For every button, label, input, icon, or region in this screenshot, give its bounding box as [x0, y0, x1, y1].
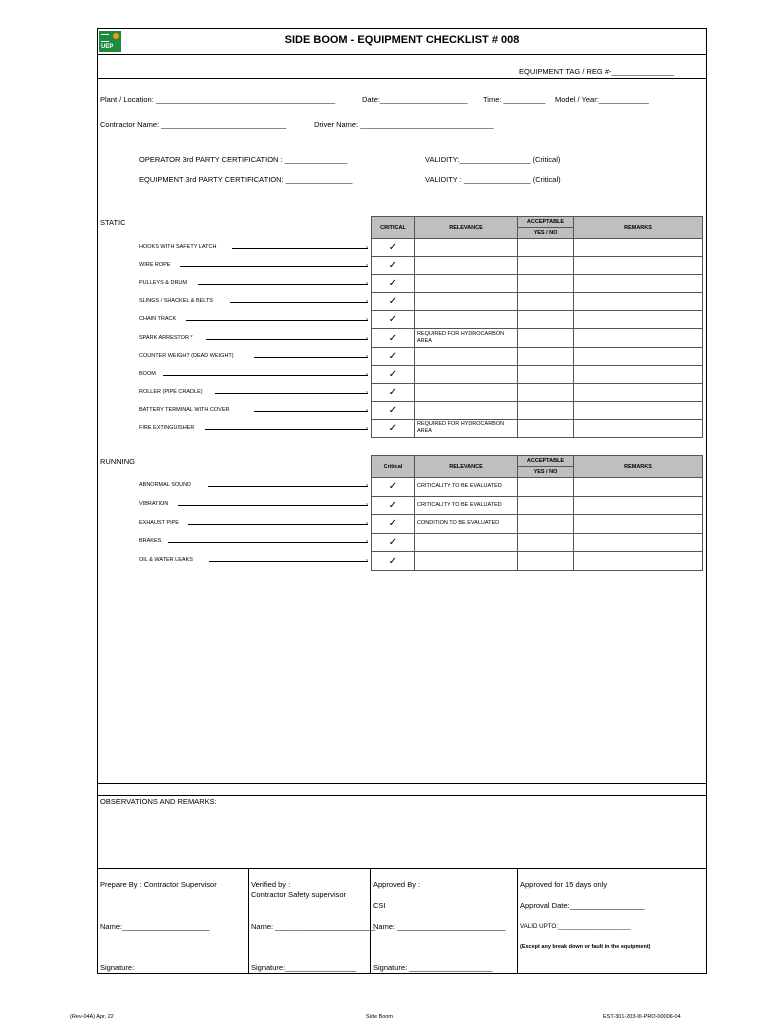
yes-no-cell[interactable] [518, 419, 574, 437]
remarks-cell[interactable] [574, 257, 703, 275]
remarks-cell[interactable] [574, 383, 703, 401]
remarks-cell[interactable] [574, 239, 703, 257]
acceptable-header: ACCEPTABLE [518, 217, 574, 228]
remarks-cell[interactable] [574, 347, 703, 365]
yes-no-cell[interactable] [518, 533, 574, 552]
arrow-icon: › [366, 353, 368, 360]
arrow-icon: › [366, 539, 368, 546]
arrow-icon: › [366, 520, 368, 527]
leader-line [180, 266, 368, 267]
critical-header: Critical [372, 456, 415, 478]
equipment-tag-field[interactable]: EQUIPMENT TAG / REG #-_______________ [519, 67, 675, 76]
leader-line [186, 320, 368, 321]
divider [517, 868, 518, 974]
leader-line [206, 339, 368, 340]
leader-line [232, 248, 368, 249]
relevance-cell [415, 383, 518, 401]
relevance-cell: REQUIRED FOR HYDROCARBON AREA [415, 419, 518, 437]
relevance-cell: CRITICALITY TO BE EVALUATED [415, 478, 518, 497]
checklist-item-label: VIBRATION [139, 500, 169, 507]
footer-code: EST-301-203-III-PRO-00006-04 [603, 1014, 681, 1020]
table-row [372, 239, 703, 257]
checklist-item-label: BOOM [139, 370, 156, 377]
remarks-cell[interactable] [574, 478, 703, 497]
footer-center: Side Boom [366, 1014, 393, 1020]
arrow-icon: › [366, 317, 368, 324]
operator-certification-field[interactable]: OPERATOR 3rd PARTY CERTIFICATION : _______________ [139, 155, 348, 164]
relevance-cell: REQUIRED FOR HYDROCARBON AREA [415, 329, 518, 347]
table-row [372, 293, 703, 311]
relevance-cell: CRITICALITY TO BE EVALUATED [415, 496, 518, 515]
remarks-cell[interactable] [574, 293, 703, 311]
running-checklist-table [371, 455, 703, 571]
yes-no-cell[interactable] [518, 275, 574, 293]
arrow-icon: › [366, 245, 368, 252]
remarks-cell[interactable] [574, 311, 703, 329]
table-row [372, 515, 703, 534]
approval-date-field[interactable]: Approval Date:__________________ [520, 901, 645, 910]
checklist-item-label: BRAKES [139, 538, 162, 545]
leader-line [188, 524, 368, 525]
relevance-cell [415, 365, 518, 383]
checklist-item-label: BATTERY TERMINAL WITH COVER [139, 406, 230, 413]
yes-no-cell[interactable] [518, 311, 574, 329]
arrow-icon: › [366, 426, 368, 433]
logo-text: UEP [101, 44, 114, 50]
relevance-cell [415, 311, 518, 329]
yes-no-cell[interactable] [518, 496, 574, 515]
table-row [372, 311, 703, 329]
static-section-label: STATIC [100, 218, 126, 227]
table-row [372, 257, 703, 275]
checklist-item-label: OIL & WATER LEAKS [139, 556, 193, 563]
approved-signature-field[interactable]: Signature: ____________________ [373, 963, 493, 972]
driver-name-field[interactable]: Driver Name: ________________________________ [314, 120, 494, 129]
arrow-icon: › [366, 281, 368, 288]
page-title: SIDE BOOM - EQUIPMENT CHECKLIST # 008 [284, 34, 520, 46]
time-field[interactable]: Time: __________ [483, 95, 546, 104]
arrow-icon: › [366, 263, 368, 270]
critical-check-icon: ✓ [372, 496, 415, 515]
verified-signature-field[interactable]: Signature:_________________ [251, 963, 357, 972]
arrow-icon: › [366, 371, 368, 378]
leader-line [208, 486, 368, 487]
remarks-header: REMARKS [574, 217, 703, 239]
critical-check-icon: ✓ [372, 365, 415, 383]
critical-check-icon: ✓ [372, 347, 415, 365]
divider [248, 868, 249, 974]
yes-no-header: YES / NO [518, 467, 574, 478]
leader-line [205, 429, 368, 430]
prepare-by-label: Prepare By : Contractor Supervisor [100, 880, 217, 889]
relevance-cell [415, 552, 518, 571]
footer-revision: (Rev-04A) Apr, 22 [70, 1014, 114, 1020]
arrow-icon: › [366, 389, 368, 396]
divider [97, 783, 707, 784]
relevance-cell [415, 401, 518, 419]
leader-line [163, 375, 368, 376]
yes-no-cell[interactable] [518, 478, 574, 497]
running-section-label: RUNNING [100, 457, 135, 466]
yes-no-header: YES / NO [518, 228, 574, 239]
critical-check-icon: ✓ [372, 533, 415, 552]
arrow-icon: › [366, 557, 368, 564]
critical-check-icon: ✓ [372, 329, 415, 347]
checklist-item-label: FIRE EXTINGUISHER [139, 425, 195, 432]
yes-no-cell[interactable] [518, 401, 574, 419]
verified-by-label: Verified by : [251, 880, 291, 889]
table-row [372, 496, 703, 515]
checklist-item-label: SLINGS / SHACKEL & BELTS [139, 298, 213, 305]
plant-location-field[interactable]: Plant / Location: ___________________________________________ [100, 95, 336, 104]
relevance-cell [415, 293, 518, 311]
relevance-cell [415, 533, 518, 552]
checklist-item-label: ROLLER (PIPE CRADLE) [139, 388, 203, 395]
table-row [372, 365, 703, 383]
remarks-cell[interactable] [574, 533, 703, 552]
critical-header: CRITICAL [372, 217, 415, 239]
relevance-cell [415, 239, 518, 257]
arrow-icon: › [366, 483, 368, 490]
leader-line [209, 561, 368, 562]
critical-check-icon: ✓ [372, 293, 415, 311]
arrow-icon: › [366, 501, 368, 508]
equipment-validity-field[interactable]: VALIDITY : ________________ (Critical) [425, 175, 561, 184]
valid-upto-field[interactable]: VALID UPTO:_____________________ [520, 923, 631, 930]
prepare-signature-field[interactable]: Signature: [100, 963, 135, 972]
divider [97, 868, 707, 869]
yes-no-cell[interactable] [518, 293, 574, 311]
arrow-icon: › [366, 407, 368, 414]
leader-line [254, 411, 368, 412]
arrow-icon: › [366, 335, 368, 342]
checklist-item-label: SPARK ARRESTOR * [139, 334, 193, 341]
verified-name-field[interactable]: Name: ________________________ [251, 922, 376, 931]
remarks-header: REMARKS [574, 456, 703, 478]
yes-no-cell[interactable] [518, 552, 574, 571]
remarks-cell[interactable] [574, 496, 703, 515]
table-row [372, 275, 703, 293]
yes-no-cell[interactable] [518, 257, 574, 275]
checklist-item-label: PULLEYS & DRUM [139, 280, 187, 287]
operator-validity-field[interactable]: VALIDITY:_________________ (Critical) [425, 155, 561, 164]
approval-days-label: Approved for 15 days only [520, 880, 608, 889]
table-row [372, 383, 703, 401]
exception-note: (Except any break down or fault in the equipment) [520, 944, 651, 950]
arrow-icon: › [366, 299, 368, 306]
leader-line [230, 302, 368, 303]
critical-check-icon: ✓ [372, 478, 415, 497]
yes-no-cell[interactable] [518, 383, 574, 401]
relevance-cell: CONDITION TO BE EVALUATED [415, 515, 518, 534]
yes-no-cell[interactable] [518, 347, 574, 365]
checklist-item-label: EXHAUST PIPE [139, 519, 179, 526]
leader-line [178, 505, 368, 506]
remarks-cell[interactable] [574, 275, 703, 293]
verified-role-label: Contractor Safety supervisor [251, 890, 347, 899]
prepare-name-field[interactable]: Name:_____________________ [100, 922, 210, 931]
relevance-cell [415, 347, 518, 365]
divider [97, 795, 707, 796]
leader-line [168, 542, 368, 543]
checklist-item-label: CHAIN TRACK [139, 316, 177, 323]
relevance-header: RELEVANCE [415, 217, 518, 239]
date-field[interactable]: Date:_____________________ [362, 95, 468, 104]
leader-line [254, 357, 368, 358]
observations-textarea[interactable] [98, 808, 706, 866]
table-row [372, 347, 703, 365]
table-row [372, 329, 703, 347]
observations-label: OBSERVATIONS AND REMARKS: [100, 797, 217, 806]
critical-check-icon: ✓ [372, 515, 415, 534]
approved-role-label: CSI [373, 901, 386, 910]
critical-check-icon: ✓ [372, 239, 415, 257]
divider [97, 78, 707, 79]
checklist-item-label: ABNORMAL SOUND [139, 482, 192, 489]
equipment-certification-field[interactable]: EQUIPMENT 3rd PARTY CERTIFICATION: ________________ [139, 175, 353, 184]
remarks-cell[interactable] [574, 329, 703, 347]
static-checklist-table [371, 216, 703, 438]
leader-line [215, 393, 368, 394]
checklist-item-label: WIRE ROPE [139, 262, 171, 269]
approved-by-label: Approved By : [373, 880, 421, 889]
table-row [372, 533, 703, 552]
relevance-header: RELEVANCE [415, 456, 518, 478]
relevance-cell [415, 257, 518, 275]
table-row [372, 419, 703, 437]
contractor-name-field[interactable]: Contractor Name: ______________________________ [100, 120, 287, 129]
yes-no-cell[interactable] [518, 329, 574, 347]
remarks-cell[interactable] [574, 365, 703, 383]
divider [370, 868, 371, 974]
model-year-field[interactable]: Model / Year:____________ [555, 95, 649, 104]
divider [97, 54, 707, 55]
approved-name-field[interactable]: Name: __________________________ [373, 922, 506, 931]
leader-line [198, 284, 368, 285]
yes-no-cell[interactable] [518, 239, 574, 257]
critical-check-icon: ✓ [372, 311, 415, 329]
acceptable-header: ACCEPTABLE [518, 456, 574, 467]
critical-check-icon: ✓ [372, 275, 415, 293]
critical-check-icon: ✓ [372, 401, 415, 419]
yes-no-cell[interactable] [518, 515, 574, 534]
checklist-item-label: COUNTER WEIGHT (DEAD WEIGHT) [139, 352, 234, 359]
remarks-cell[interactable] [574, 515, 703, 534]
critical-check-icon: ✓ [372, 257, 415, 275]
remarks-cell[interactable] [574, 401, 703, 419]
checklist-item-label: HOOKS WITH SAFETY LATCH [139, 244, 217, 251]
table-row [372, 478, 703, 497]
critical-check-icon: ✓ [372, 383, 415, 401]
remarks-cell[interactable] [574, 552, 703, 571]
relevance-cell [415, 275, 518, 293]
table-row [372, 401, 703, 419]
remarks-cell[interactable] [574, 419, 703, 437]
table-row [372, 552, 703, 571]
yes-no-cell[interactable] [518, 365, 574, 383]
critical-check-icon: ✓ [372, 552, 415, 571]
critical-check-icon: ✓ [372, 419, 415, 437]
